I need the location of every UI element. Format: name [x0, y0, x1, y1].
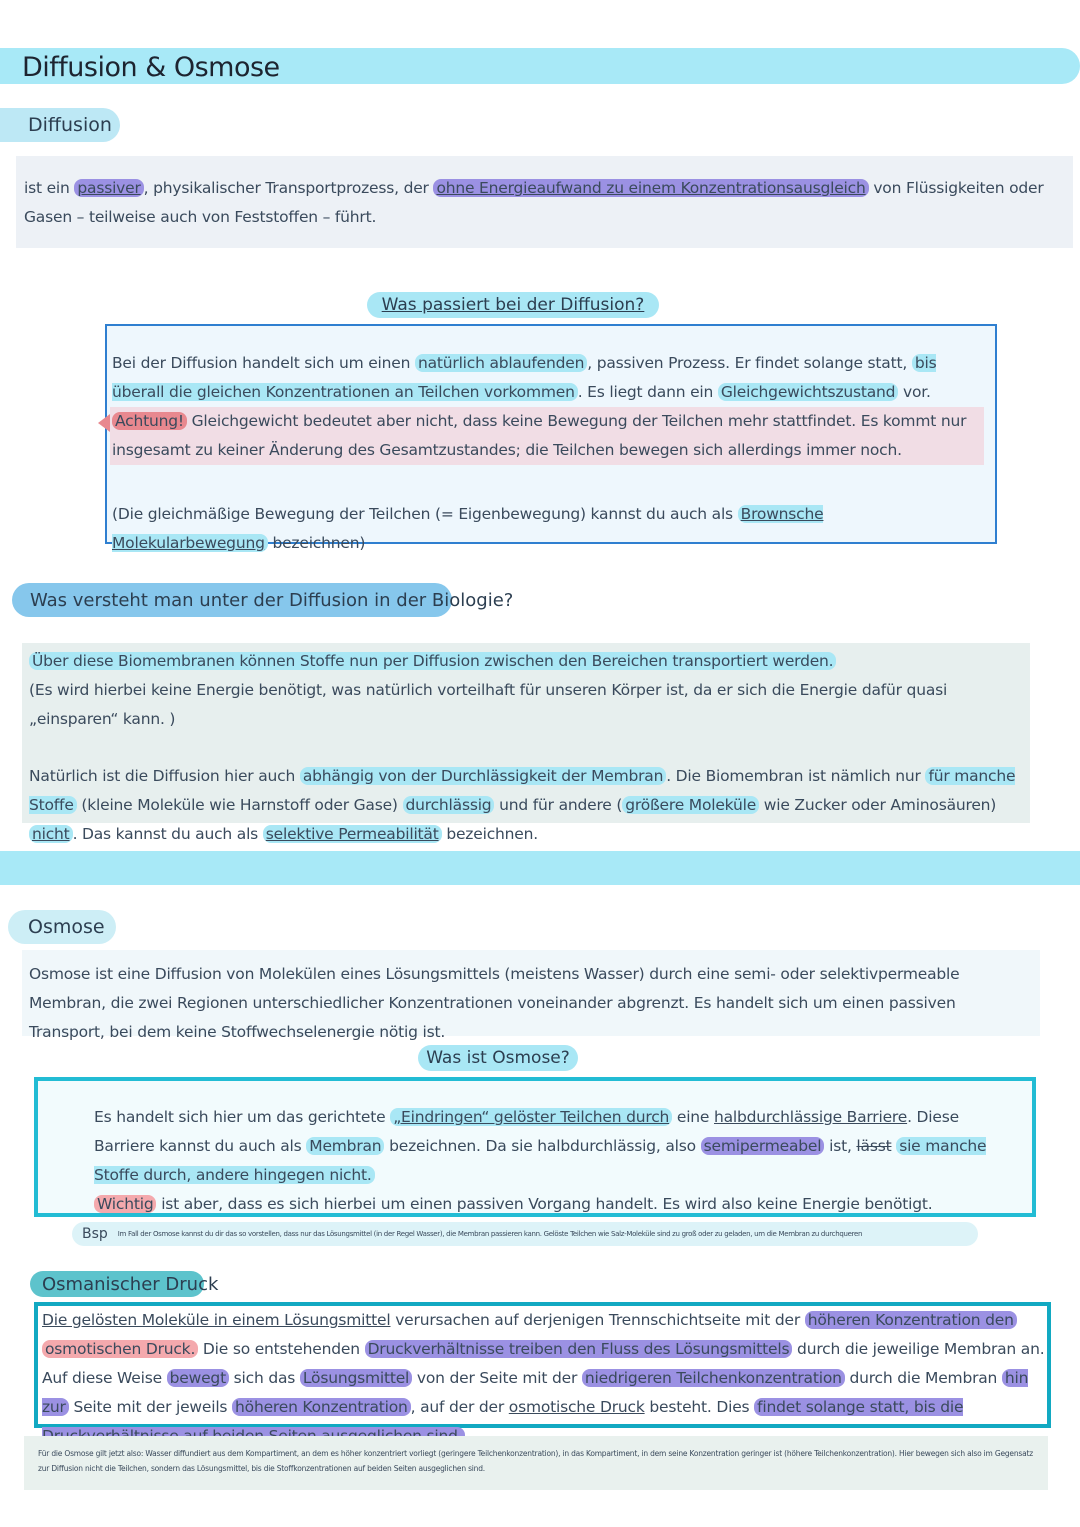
highlight: Druckverhältnisse treiben den Fluss des Lösungsmittels — [365, 1340, 793, 1358]
highlight: höheren Konzentration — [232, 1398, 411, 1416]
highlight: hin zur — [42, 1369, 1029, 1416]
section-divider — [0, 851, 1080, 885]
highlight: ohne Energieaufwand zu einem Konzentrationsausgleich — [433, 179, 868, 197]
highlight: höheren Konzentration den — [805, 1311, 1017, 1329]
highlight: selektive Permeabilität — [263, 825, 442, 843]
highlight: semipermeabel — [701, 1137, 825, 1155]
section-tab-diffusion — [0, 108, 120, 142]
highlight: „Eindringen“ gelöster Teilchen durch — [390, 1108, 672, 1126]
diffusion-info-text: Bei der Diffusion handelt sich um einen natürlich ablaufenden , passiven Prozess. Er findet solange statt, bis überall die gleichen Konzentrationen an Teilchen vorkommen . Es liegt dann ein Gleichgewichtszustand vor. — [112, 354, 937, 401]
highlight: natürlich ablaufenden — [415, 354, 587, 372]
diffusion-definition: ist ein passiver , physikalischer Transportprozess, der ohne Energieaufwand zu einem Konzentrationsausgleich von Flüssigkeiten oder Gasen – teilweise auch von Feststoffen – führt. — [16, 156, 1073, 248]
highlight: bis überall die gleichen Konzentrationen an Teilchen vorkommen — [112, 354, 937, 401]
highlight: sie manche Stoffe durch, andere hingegen nicht. — [94, 1137, 987, 1184]
osmose-footnote: Für die Osmose gilt jetzt also: Wasser diffundiert aus dem Kompartiment, an dem es höher konzentriert vorliegt (geringere Teilchenkonzentration), in das Kompartiment, in dem seine Konzentration geringer ist (höhere Teilchenkonzentration). Hier bewegen sich also im Gegensatz zur Diffusion nicht die Teilchen, sondern das Lösungsmittel, bis die Stoffkonzentrationen auf beiden Seiten ausgeglichen sind. — [24, 1436, 1048, 1490]
highlight: osmotischen Druck. — [42, 1340, 198, 1358]
osmose-definition: Osmose ist eine Diffusion von Molekülen eines Lösungsmittels (meistens Wasser) durch eine semi- oder selektivpermeable Membran, die zwei Regionen unterschiedlicher Konzentrationen voneinander abgrenzt. Es handelt sich um einen passiven Transport, bei dem keine Stoffwechselenergie nötig ist. — [22, 950, 1040, 1036]
highlight: Wichtig — [94, 1195, 156, 1213]
osmose-info-text: Es handelt sich hier um das gerichtete „Eindringen“ gelöster Teilchen durch eine halbdurchlässige Barriere. Diese Barriere kannst du auch als Membran bezeichnen. Da sie halbdurchlässig, also semipermeabel ist, lässt sie manche Stoffe durch, andere hingegen nicht. Wichtig ist aber, dass es sich hierbei um einen passiven Vorgang handelt. Es wird also keine Energie benötigt. — [94, 1108, 987, 1213]
biology-diffusion-box: Über diese Biomembranen können Stoffe nun per Diffusion zwischen den Bereichen transportiert werden. (Es wird hierbei keine Energie benötigt, was natürlich vorteilhaft für unseren Körper ist, da er sich die Energie dafür quasi „einsparen“ kann. ) Natürlich ist die Diffusion hier auch abhängig von der Durchlässigkeit der Membran . Die Biomembran ist nämlich nur für manche Stoffe (kleine Moleküle wie Harnstoff oder Gase) durchlässig und für andere ( größere Moleküle wie Zucker oder Aminosäuren) nicht . Das kannst du auch als selektive Permeabilität bezeichnen. — [22, 643, 1030, 823]
highlight: findet solange statt, bis die — [42, 1398, 963, 1445]
highlight: Über diese Biomembranen können Stoffe nun per Diffusion zwischen den Bereichen transportiert werden. — [29, 652, 836, 670]
question-pill: Was passiert bei der Diffusion? — [367, 292, 659, 318]
highlight: Brownsche Molekularbewegung — [112, 505, 824, 552]
highlight: nicht — [29, 825, 73, 843]
highlight: Membran — [306, 1137, 384, 1155]
warning-label: Achtung! — [112, 412, 187, 430]
highlight: Gleichgewichtszustand — [718, 383, 898, 401]
section-tab-label: Diffusion — [28, 114, 112, 136]
highlight: niedrigeren Teilchenkonzentration — [582, 1369, 845, 1387]
section-tab-druck: Osmanischer Druck — [30, 1271, 204, 1297]
example-label: Bsp — [82, 1226, 108, 1242]
brownian-text: (Die gleichmäßige Bewegung der Teilchen (= Eigenbewegung) kannst du auch als Brownsche Molekularbewegung bezeichnen) — [112, 505, 824, 552]
highlight: passiver — [74, 179, 143, 197]
example-strip — [72, 1222, 978, 1246]
highlight: bewegt — [167, 1369, 229, 1387]
druck-info-text: Die gelösten Moleküle in einem Lösungsmittel verursachen auf derjenigen Trennschichtseite mit der höheren Konzentration den osmotischen Druck. Die so entstehenden Druckverhältnisse treiben den Fluss des Lösungsmittels durch die jeweilige Membran an. Auf diese Weise bewegt sich das Lösungsmittel von der Seite mit der niedrigeren Teilchenkonzentration durch die Membran hin zur Seite mit der jeweils höheren Konzentration , auf der der osmotische Druck besteht. Dies findet solange statt, bis die — [42, 1306, 1046, 1451]
question-pill: Was ist Osmose? — [418, 1045, 578, 1071]
highlight: Lösungsmittel — [300, 1369, 412, 1387]
highlight: für manche Stoffe — [29, 767, 1016, 814]
section-tab-osmose: Osmose — [8, 910, 116, 944]
warning-arrow-icon — [98, 414, 110, 432]
highlight: abhängig von der Durchlässigkeit der Membran — [300, 767, 666, 785]
page-title: Diffusion & Osmose — [22, 52, 280, 83]
highlight: durchlässig — [403, 796, 495, 814]
highlight: größere Moleküle — [622, 796, 759, 814]
example-text: Im Fall der Osmose kannst du dir das so vorstellen, dass nur das Lösungsmittel (in der Regel Wasser), die Membran passieren kann. Gelöste Teilchen wie Salz-Moleküle sind zu groß oder zu geladen, um die Membran zu durchqueren — [117, 1230, 863, 1238]
question-pill: Was versteht man unter der Diffusion in der Biologie? — [12, 583, 452, 617]
warning-text: Achtung! Gleichgewicht bedeutet aber nicht, dass keine Bewegung der Teilchen mehr stattfindet. Es kommt nur insgesamt zu keiner Änderung des Gesamtzustandes; die Teilchen bewegen sich allerdings immer noch. — [112, 412, 967, 459]
